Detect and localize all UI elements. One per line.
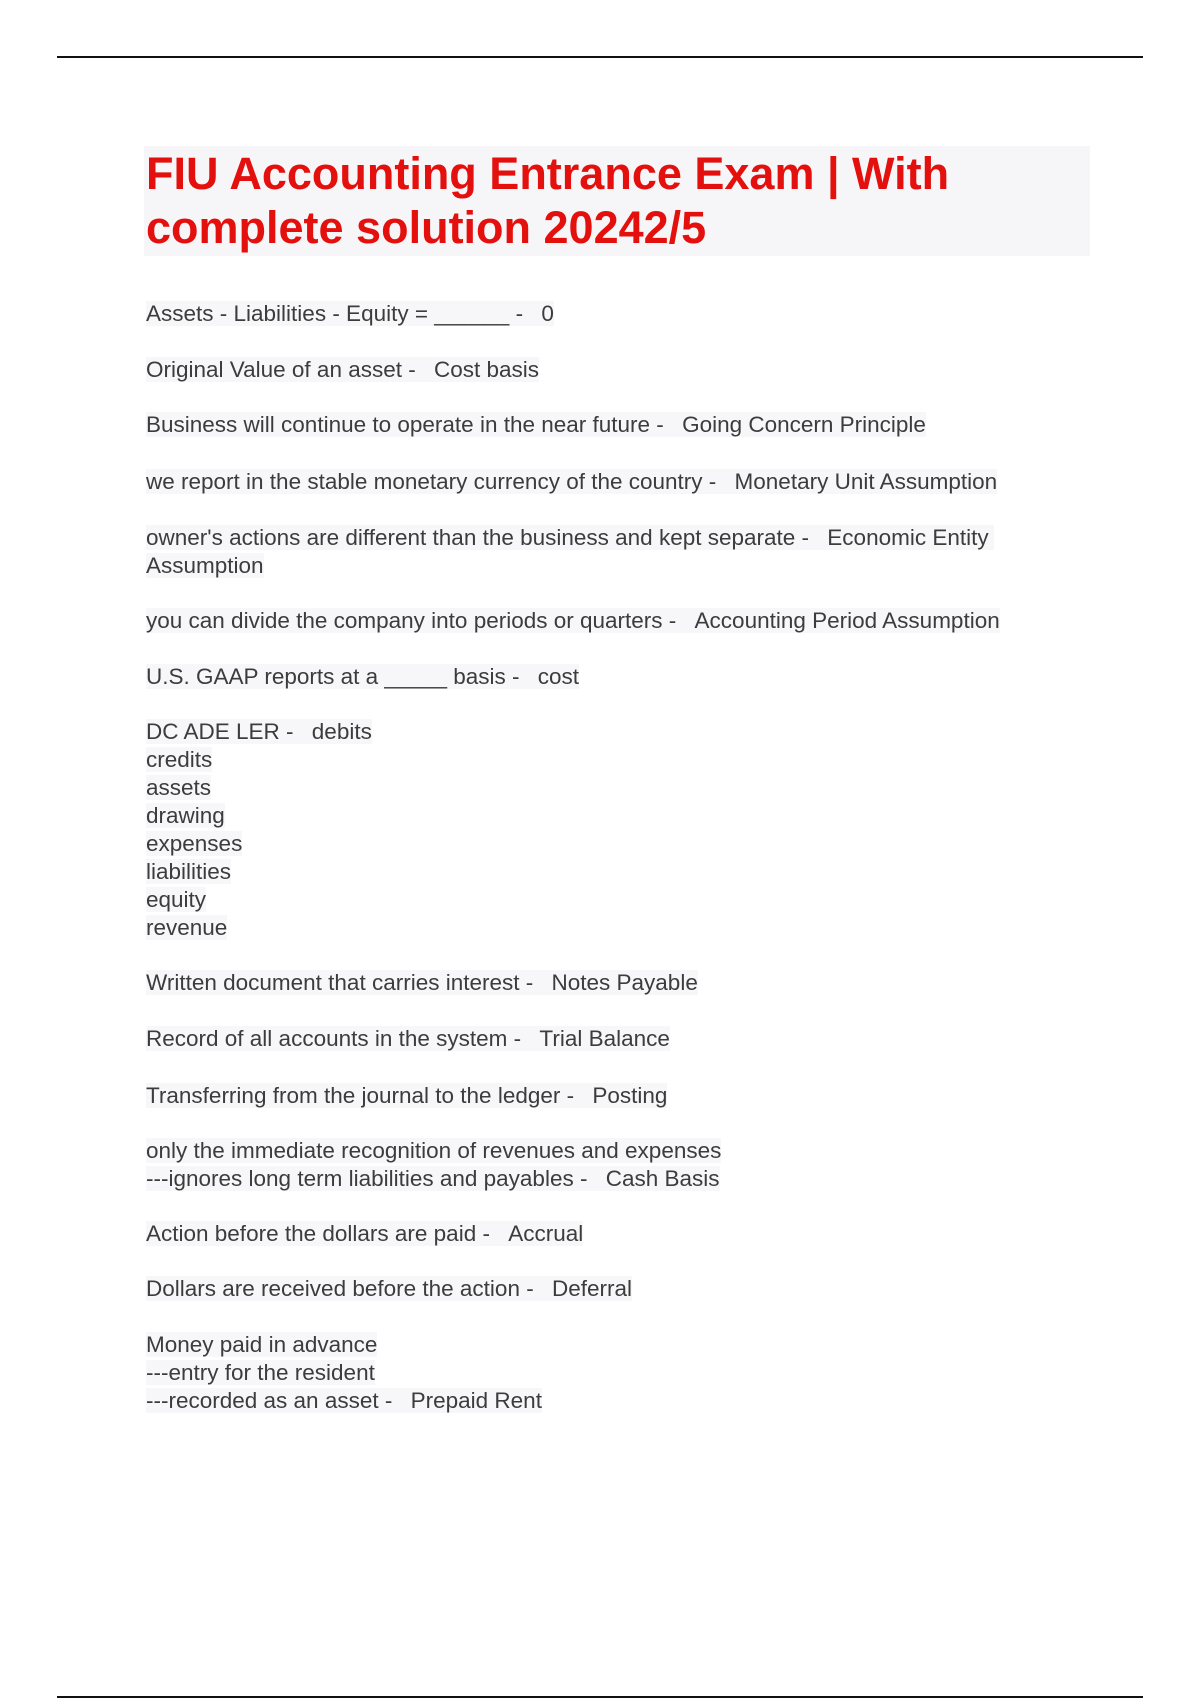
question-text: DC ADE LER - <box>146 719 300 744</box>
answer-text: Prepaid Rent <box>399 1388 542 1413</box>
question-text: Record of all accounts in the system - <box>146 1026 528 1051</box>
qa-item <box>146 524 1071 580</box>
qa-item <box>146 1025 670 1053</box>
answer-text: debits credits assets drawing expenses liabilities equity revenue <box>146 719 372 940</box>
qa-item <box>146 607 1000 635</box>
qa-item <box>146 356 539 384</box>
question-text: Written document that carries interest - <box>146 970 540 995</box>
answer-text: Notes Payable <box>540 970 698 995</box>
question-text: owner's actions are different than the business and kept separate - <box>146 525 816 550</box>
qa-item <box>146 969 698 997</box>
answer-text: Trial Balance <box>527 1026 669 1051</box>
document-title: FIU Accounting Entrance Exam | With complete solution 20242/5 <box>146 148 950 253</box>
answer-text: Accounting Period Assumption <box>683 608 1000 633</box>
answer-text: Monetary Unit Assumption <box>723 469 998 494</box>
qa-item <box>146 1220 583 1248</box>
answer-text: Going Concern Principle <box>670 412 926 437</box>
answer-text: Accrual <box>496 1221 583 1246</box>
qa-item <box>146 663 579 691</box>
question-text: U.S. GAAP reports at a _____ basis - <box>146 664 526 689</box>
question-text: Action before the dollars are paid - <box>146 1221 497 1246</box>
answer-text: Posting <box>580 1083 667 1108</box>
question-text: we report in the stable monetary currency of the country - <box>146 469 723 494</box>
question-text: Original Value of an asset - <box>146 357 422 382</box>
answer-text: Deferral <box>540 1276 632 1301</box>
question-text: Business will continue to operate in the near future - <box>146 412 671 437</box>
qa-item <box>146 718 372 942</box>
question-text: Money paid in advance ---entry for the resident ---recorded as an asset - <box>146 1332 399 1413</box>
header-rule <box>57 56 1143 58</box>
answer-text: cost <box>526 664 579 689</box>
answer-text: 0 <box>529 301 554 326</box>
footer-rule <box>57 1696 1143 1698</box>
question-text: you can divide the company into periods or quarters - <box>146 608 683 633</box>
question-text: Assets - Liabilities - Equity = ______ - <box>146 301 530 326</box>
title-block <box>144 146 1090 256</box>
question-text: only the immediate recognition of revenues and expenses ---ignores long term liabilities and payables - <box>146 1138 722 1191</box>
answer-text: Economic Entity Assumption <box>146 525 994 578</box>
qa-item <box>146 468 997 496</box>
qa-item <box>146 1137 721 1193</box>
qa-item <box>146 411 926 439</box>
qa-item <box>146 1275 632 1303</box>
qa-item <box>146 1082 667 1110</box>
qa-item <box>146 300 554 328</box>
question-text: Transferring from the journal to the ledger - <box>146 1083 581 1108</box>
question-text: Dollars are received before the action - <box>146 1276 540 1301</box>
answer-text: Cash Basis <box>594 1166 720 1191</box>
answer-text: Cost basis <box>422 357 539 382</box>
qa-item <box>146 1331 542 1415</box>
